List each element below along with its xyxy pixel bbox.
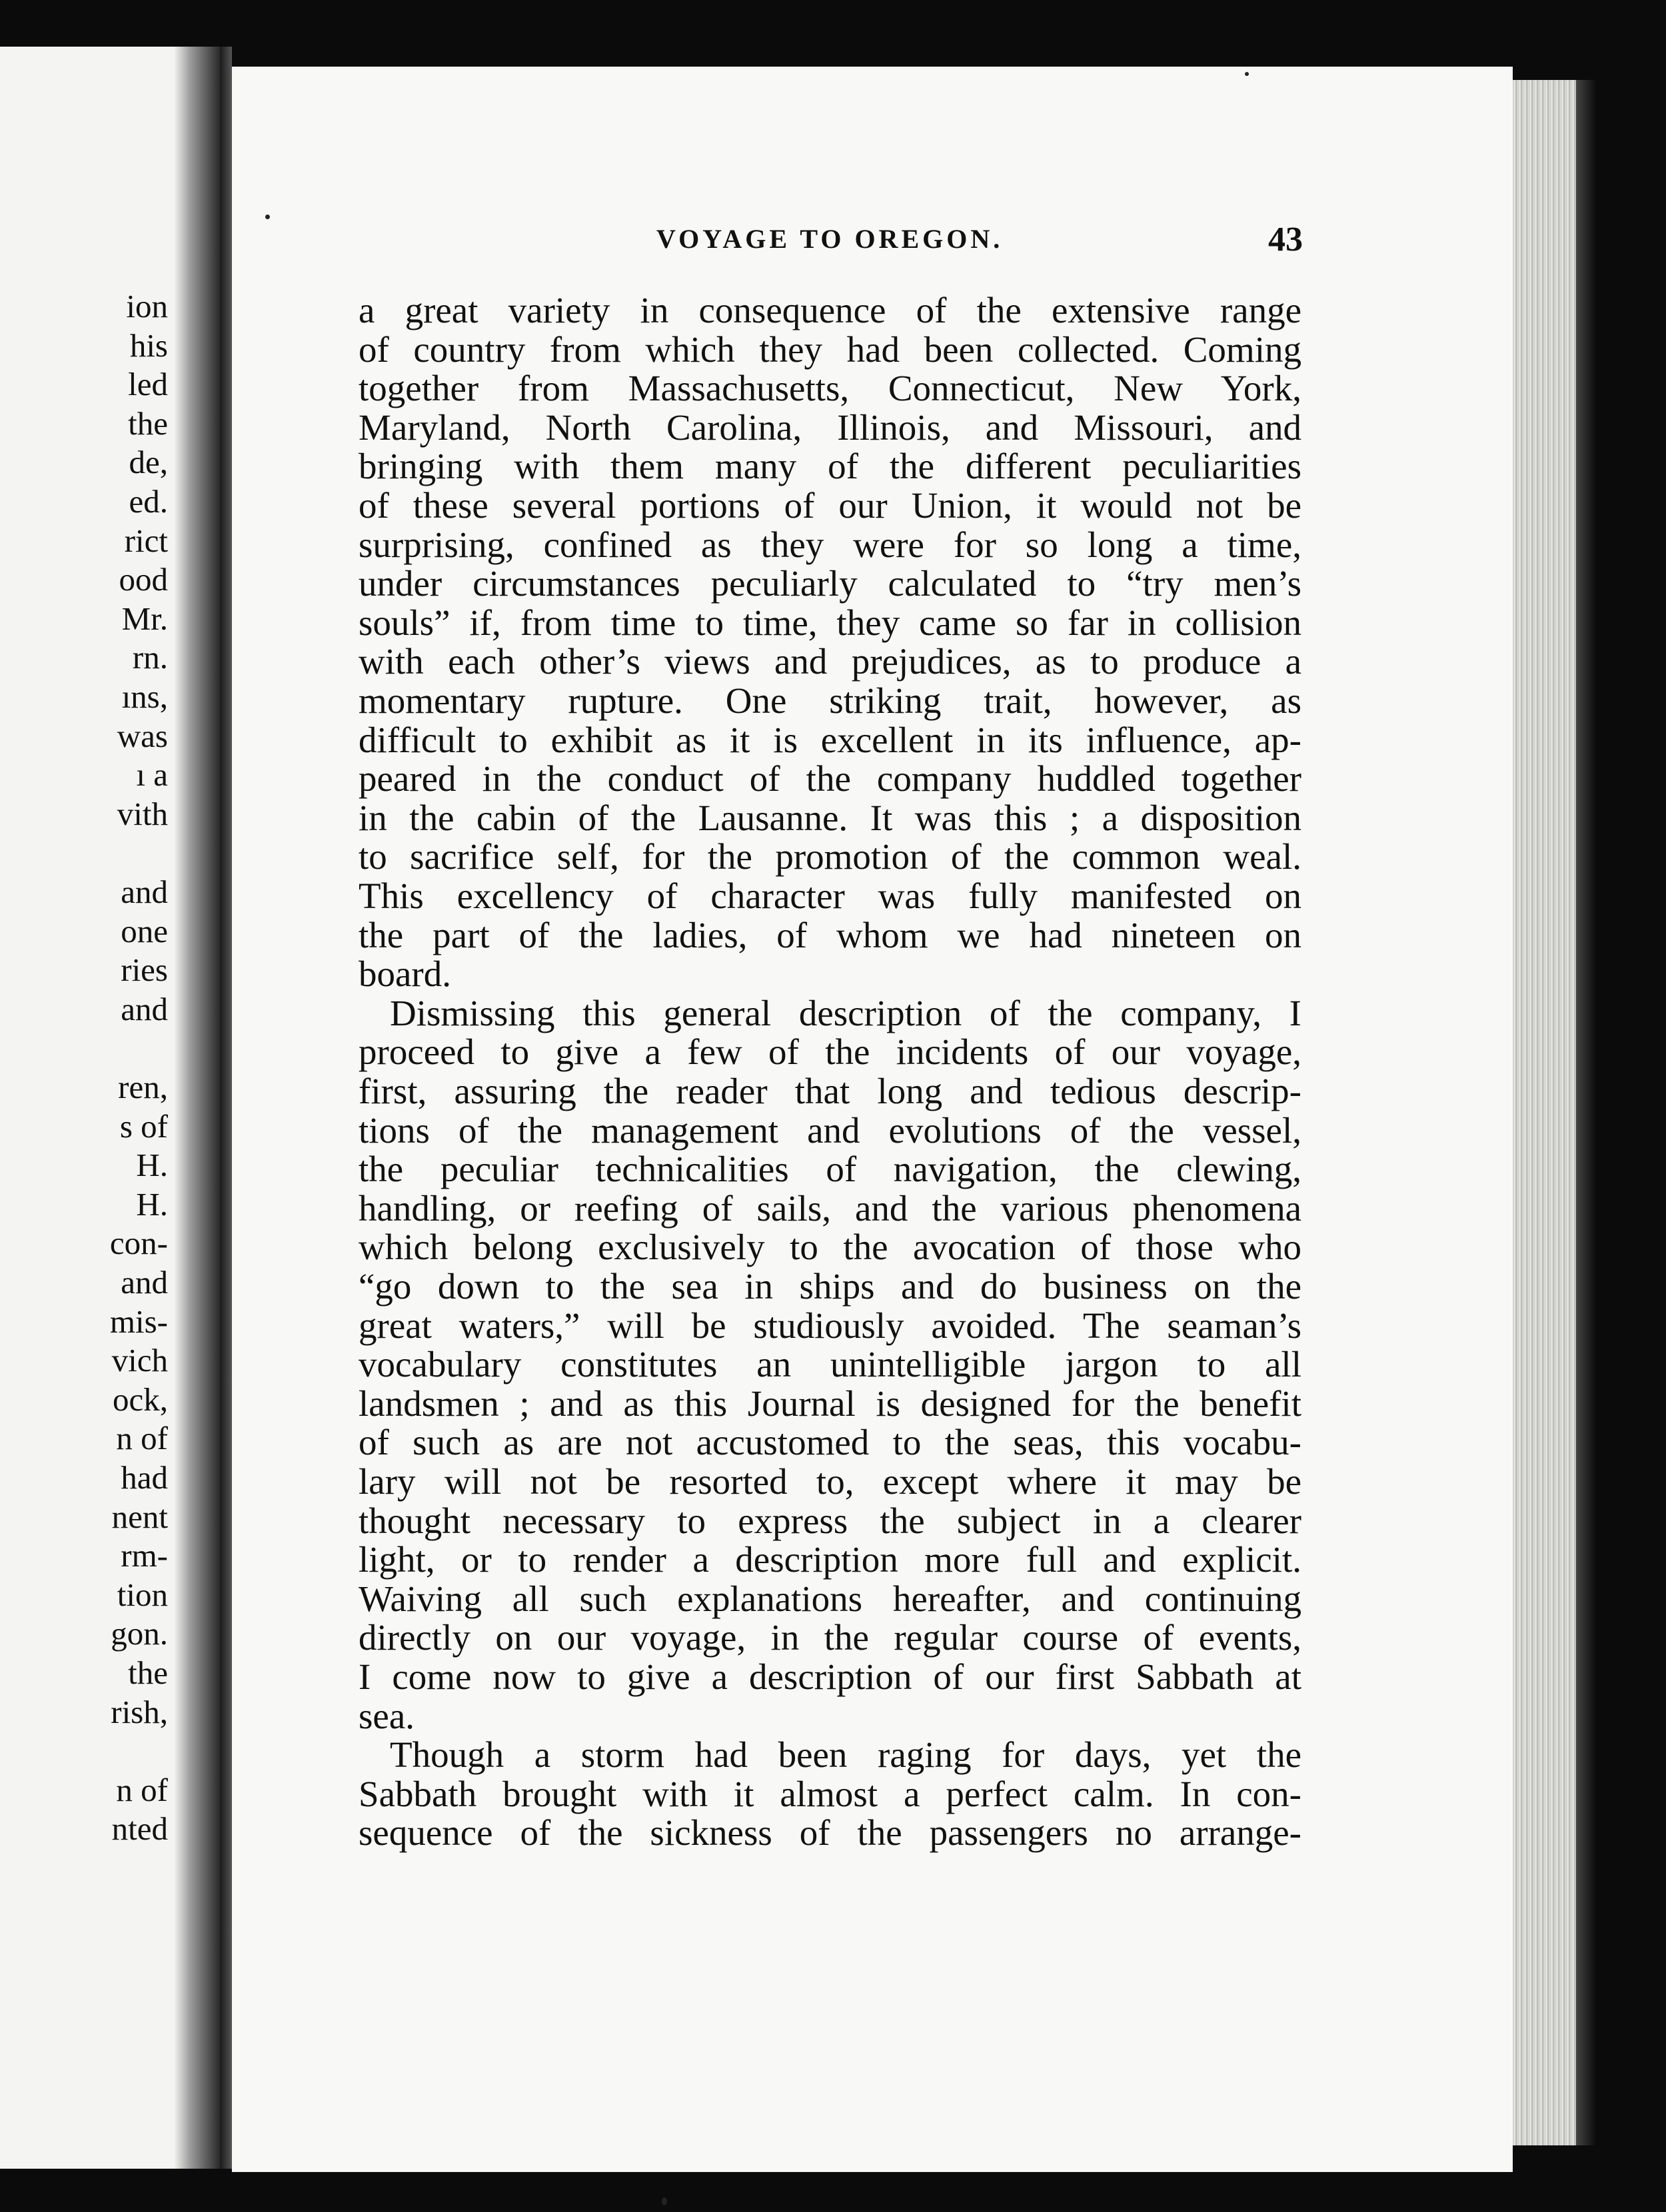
left-page-fragment: rish, [111, 1693, 168, 1730]
left-page-fragment: ıns, [121, 678, 168, 715]
text-line: to sacrifice self, for the promotion of the common weal. [359, 836, 1301, 877]
text-line: I come now to give a description of our first Sabbath at [359, 1656, 1301, 1697]
left-page-fragment: tion [117, 1576, 168, 1613]
left-page-fragment: rn. [132, 639, 168, 676]
print-speck [1245, 72, 1249, 76]
left-page-fragment: one [121, 912, 168, 949]
text-line: of country from which they had been collected. Coming [359, 328, 1301, 370]
text-line: Maryland, North Carolina, Illinois, and Missouri, and [359, 406, 1301, 448]
text-line: first, assuring the reader that long and tedious descrip- [359, 1071, 1301, 1111]
left-page-fragment: and [121, 990, 168, 1027]
left-page-fragment: ion [126, 288, 168, 324]
print-speck [662, 2197, 667, 2205]
text-line: directly on our voyage, in the regular course of events, [359, 1617, 1301, 1658]
text-line: peared in the conduct of the company huddled together [359, 758, 1301, 800]
text-line: Waiving all such explanations hereafter, and continuing [359, 1578, 1301, 1619]
left-page-fragment: led [128, 366, 168, 403]
text-line: the part of the ladies, of whom we had nineteen on [359, 914, 1301, 955]
text-line: of these several portions of our Union, it would not be [359, 485, 1301, 526]
text-line: “go down to the sea in ships and do business on the [359, 1266, 1301, 1307]
text-line: thought necessary to express the subject in a clearer [359, 1500, 1301, 1541]
text-line: great waters,” will be studiously avoided. The seaman’s [359, 1305, 1301, 1346]
text-line: Sabbath brought with it almost a perfect calm. In con- [359, 1773, 1301, 1814]
left-page-fragment: H. [136, 1147, 168, 1184]
left-page-fragment: had [121, 1459, 168, 1496]
text-line: with each other’s views and prejudices, as to produce a [359, 641, 1301, 682]
left-page-fragment: con- [109, 1225, 168, 1262]
text-line: sea. [359, 1695, 415, 1736]
print-speck [265, 215, 270, 219]
text-line: difficult to exhibit as it is excellent in its influence, ap- [359, 719, 1301, 760]
text-line: light, or to render a description more full and explicit. [359, 1539, 1301, 1580]
text-line: together from Massachusetts, Connecticut, New York, [359, 368, 1301, 409]
text-line: momentary rupture. One striking trait, however, as [359, 680, 1301, 721]
left-page-fragment: and [121, 1264, 168, 1301]
left-page [0, 47, 220, 2169]
left-page-fragment: de, [129, 444, 168, 481]
left-page-fragment: the [128, 404, 168, 442]
left-page-fragment: vich [111, 1342, 168, 1379]
page-block-edges [1513, 80, 1576, 2145]
left-page-fragment: H. [136, 1185, 168, 1223]
running-head: VOYAGE TO OREGON. [656, 224, 1004, 254]
text-line: surprising, confined as they were for so long a time, [359, 524, 1301, 565]
left-page-fragment: was [117, 717, 168, 754]
page-edge-shadow [1576, 80, 1596, 2145]
left-page-fragment: his [129, 326, 168, 364]
text-line: bringing with them many of the different peculiarities [359, 446, 1301, 487]
left-page-fragment: the [128, 1654, 168, 1691]
left-page-fragment: ries [121, 951, 168, 989]
left-page-fragment: nted [111, 1810, 168, 1848]
text-line: board. [359, 953, 451, 995]
text-line: souls” if, from time to time, they came so far in collision [359, 602, 1301, 643]
text-line: of such as are not accustomed to the seas, this vocabu- [359, 1422, 1301, 1463]
text-line: sequence of the sickness of the passengers no arrange- [359, 1812, 1301, 1854]
binding-gutter [220, 47, 232, 2169]
left-page-fragment: rm- [121, 1537, 168, 1574]
left-page-fragment: mis- [109, 1303, 168, 1340]
left-page-fragment: Mr. [121, 600, 168, 637]
left-page-fragment: vith [117, 795, 168, 832]
text-line: This excellency of character was fully manifested on [359, 875, 1301, 916]
left-page-fragment: nent [111, 1498, 168, 1535]
text-line: in the cabin of the Lausanne. It was this ; a disposition [359, 797, 1301, 838]
text-line: under circumstances peculiarly calculated to “try men’s [359, 563, 1301, 604]
text-line: vocabulary constitutes an unintelligible jargon to all [359, 1344, 1301, 1385]
left-page-fragment: s of [119, 1107, 168, 1145]
page-number: 43 [1268, 221, 1303, 259]
text-line: the peculiar technicalities of navigation, the clewing, [359, 1149, 1301, 1190]
left-page-fragment: and [121, 873, 168, 910]
text-line: Though a storm had been raging for days, yet the [390, 1734, 1301, 1776]
left-page-fragment: gon. [111, 1615, 168, 1652]
left-page-fragment: ock, [113, 1381, 168, 1418]
text-line: a great variety in consequence of the extensive range [359, 290, 1301, 330]
left-page-fragment: ı a [136, 756, 168, 794]
text-line: tions of the management and evolutions of the vessel, [359, 1109, 1301, 1151]
text-line: Dismissing this general description of the company, I [390, 992, 1301, 1033]
left-page-fragment: n of [116, 1420, 168, 1457]
left-page-fragment: rict [124, 522, 168, 559]
text-line: handling, or reefing of sails, and the various phenomena [359, 1187, 1301, 1229]
left-page-fragment: ed. [129, 483, 168, 520]
left-page-fragment: ren, [118, 1069, 168, 1105]
text-line: landsmen ; and as this Journal is designed for the benefit [359, 1382, 1301, 1424]
left-page-gutter-shadow [175, 47, 220, 2169]
text-line: proceed to give a few of the incidents of our voyage, [359, 1031, 1301, 1073]
text-line: lary will not be resorted to, except where it may be [359, 1461, 1301, 1502]
left-page-fragment: ood [119, 561, 168, 598]
left-page-fragment: n of [116, 1771, 168, 1808]
text-line: which belong exclusively to the avocation of those who [359, 1227, 1301, 1268]
